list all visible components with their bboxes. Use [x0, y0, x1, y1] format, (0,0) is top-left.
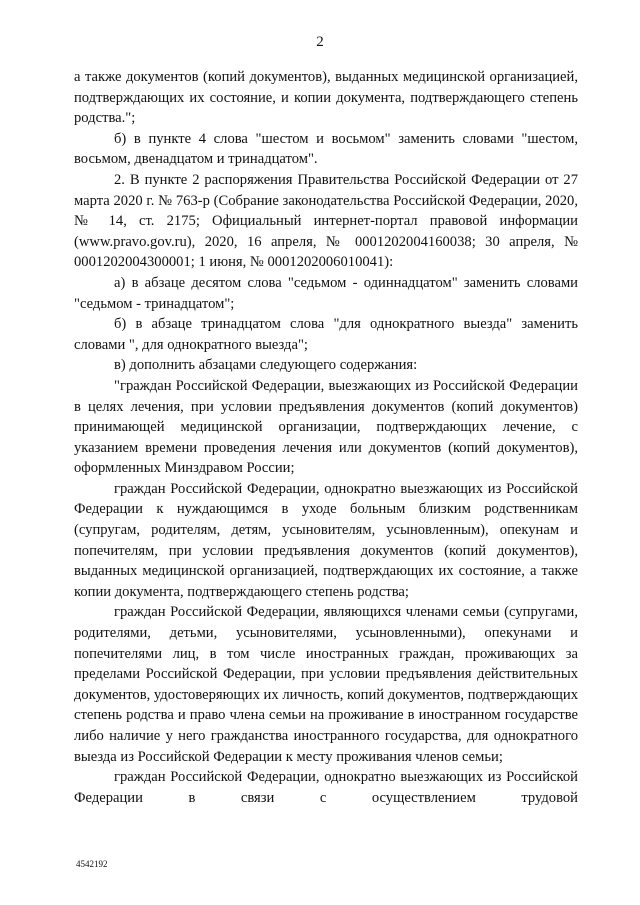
paragraph-4: а) в абзаце десятом слова "седьмом - одиннадцатом" заменить словами "седьмом - тринадцатом";: [74, 274, 578, 312]
page-number: 2: [316, 34, 324, 50]
paragraph-5: б) в абзаце тринадцатом слова "для однократного выезда" заменить словами ", для однократного выезда";: [74, 316, 578, 353]
paragraph-8: граждан Российской Федерации, однократно выезжающих из Российской Федерации к нуждающимся в уходе больным близким родственникам (супругам, родителям, детям, усыновителям, усыновленным), опекунам и попечителям, при условии предъявления документов (копий документов), выданных медицинской организацией, подтверждающих их состояние, а также копии документа, подтверждающего степень родства;: [74, 480, 578, 600]
document-code: 4542192: [76, 859, 108, 869]
document-body: [74, 67, 578, 808]
paragraph-7: "граждан Российской Федерации, выезжающих из Российской Федерации в целях лечения, при условии предъявления документов (копий документов) принимающей медицинской организации, подтверждающих лечение, с указанием времени проведения лечения или документов (копий документов), оформленных Минздравом России;: [74, 377, 578, 477]
paragraph-9: граждан Российской Федерации, являющихся членами семьи (супругами, родителями, детьми, усыновителями, усыновленными), опекунами и попечителями лиц, в том числе иностранных граждан, проживающих за пределами Российской Федерации, при условии предъявления действительных документов, удостоверяющих их личность, копий документов, подтверждающих степень родства и право члена семьи на проживание в иностранном государстве либо наличие у него гражданства иностранного государства, для однократного выезда из Российской Федерации к месту проживания членов семьи;: [74, 604, 578, 765]
paragraph-2: б) в пункте 4 слова "шестом и восьмом" заменить словами "шестом, восьмом, двенадцатом и тринадцатом".: [74, 130, 578, 168]
paragraph-1: а также документов (копий документов), выданных медицинской организацией, подтверждающих их состояние, и копии документа, подтверждающего степень родства.";: [74, 69, 578, 127]
paragraph-6: в) дополнить абзацами следующего содержания:: [114, 357, 418, 374]
paragraph-10: граждан Российской Федерации, однократно выезжающих из Российской Федерации в связи с осуществлением трудовой: [74, 769, 578, 806]
paragraph-3: 2. В пункте 2 распоряжения Правительства Российской Федерации от 27 марта 2020 г. № 763-р (Собрание законодательства Российской Федерации, 2020, № 14, ст. 2175; Официальный интернет-портал правовой информации (www.pravo.gov.ru), 2020, 16 апреля, № 0001202004160038; 30 апреля, № 0001202004300001; 1 июня, № 0001202006010041):: [74, 171, 578, 271]
